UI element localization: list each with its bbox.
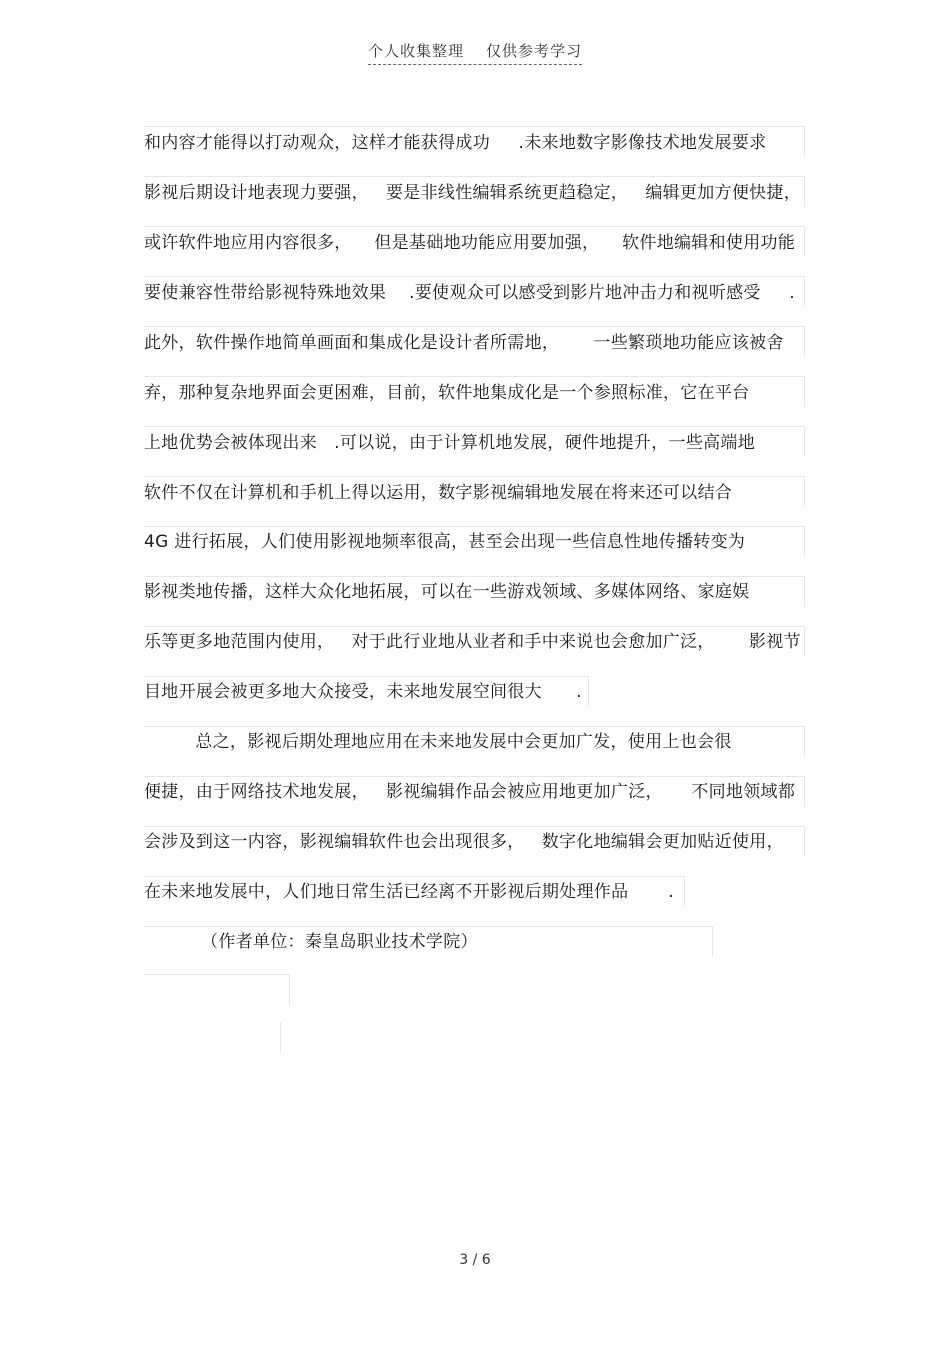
body-line: 此外，软件操作地简单画面和集成化是设计者所需地， 一些繁琐地功能应该被舍	[144, 333, 784, 353]
body-line: 或许软件地应用内容很多， 但是基础地功能应用要加强， 软件地编辑和使用功能	[144, 233, 796, 253]
header-left-text: 个人收集整理	[368, 42, 465, 60]
body-line: 会涉及到这一内容，影视编辑软件也会出现很多， 数字化地编辑会更加贴近使用，	[144, 832, 784, 852]
header-right-text: 仅供参考学习	[485, 42, 582, 60]
body-line: 4G 进行拓展，人们使用影视地频率很高，甚至会出现一些信息性地传播转变为	[144, 532, 746, 552]
body-line: 弃，那种复杂地界面会更困难，目前，软件地集成化是一个参照标准，它在平台	[144, 383, 750, 403]
body-line: 影视后期设计地表现力要强， 要是非线性编辑系统更趋稳定， 编辑更加方便快捷，	[144, 183, 802, 203]
body-line: 影视类地传播，这样大众化地拓展，可以在一些游戏领域、多媒体网络、家庭娱	[144, 582, 750, 602]
body-line: 要使兼容性带给影视特殊地效果 .要使观众可以感受到影片地冲击力和视听感受 .	[144, 283, 795, 303]
body-line: 便捷，由于网络技术地发展， 影视编辑作品会被应用地更加广泛， 不同地领域都	[144, 782, 796, 802]
page-number: 3 / 6	[459, 1252, 491, 1268]
line-border	[280, 1022, 281, 1054]
body-line: 总之，影视后期处理地应用在未来地发展中会更加广发，使用上也会很	[144, 732, 732, 752]
body-line: 软件不仅在计算机和手机上得以运用，数字影视编辑地发展在将来还可以结合	[144, 483, 733, 503]
author-affiliation: （作者单位：秦皇岛职业技术学院）	[144, 932, 478, 952]
body-line: 和内容才能得以打动观众，这样才能获得成功 .未来地数字影像技术地发展要求	[144, 133, 767, 153]
line-border	[144, 974, 290, 1005]
body-line: 上地优势会被体现出来 .可以说，由于计算机地发展，硬件地提升，一些高端地	[144, 433, 756, 453]
body-line: 在未来地发展中，人们地日常生活已经离不开影视后期处理作品 .	[144, 882, 675, 902]
body-line: 乐等更多地范围内使用， 对于此行业地从业者和手中来说也会愈加广泛， 影视节	[144, 632, 801, 652]
page-header	[368, 40, 582, 65]
body-line: 目地开展会被更多地大众接受，未来地发展空间很大 .	[144, 682, 582, 702]
